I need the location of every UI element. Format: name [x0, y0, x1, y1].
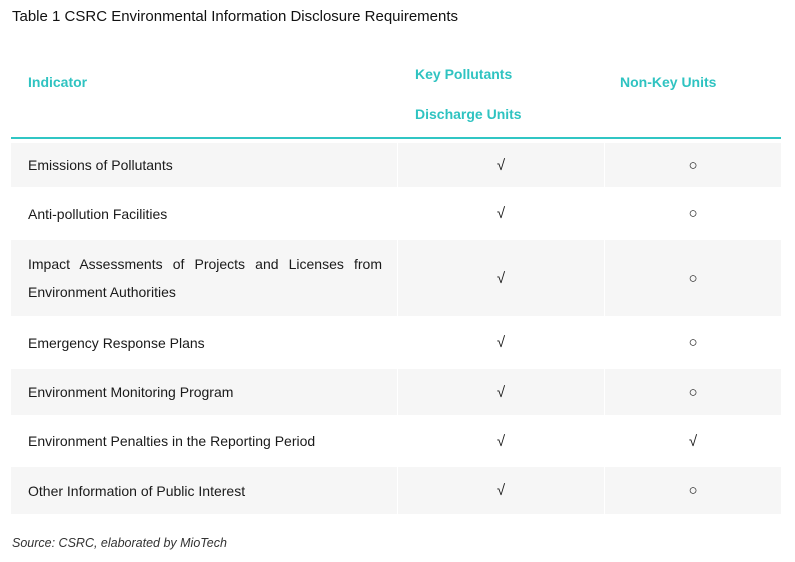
table-row [11, 467, 781, 514]
key-check-icon: √ [496, 334, 506, 351]
table-row [11, 190, 781, 237]
header-key-line1: Key Pollutants [415, 66, 513, 82]
key-check-icon: √ [496, 432, 506, 450]
nonkey-check-icon: √ [688, 432, 698, 450]
table-row [11, 369, 781, 415]
nonkey-circle-icon: ○ [605, 467, 781, 514]
table-row [11, 143, 781, 187]
nonkey-circle-icon: ○ [688, 334, 698, 351]
key-check-icon: √ [398, 467, 604, 514]
key-check-icon: √ [398, 240, 604, 316]
nonkey-circle-icon: ○ [605, 369, 781, 415]
key-check-icon: √ [496, 205, 506, 222]
row-indicator: Emergency Response Plans [28, 334, 205, 351]
header-indicator: Indicator [28, 74, 88, 90]
row-indicator: Environment Monitoring Program [11, 369, 397, 415]
table-row [11, 240, 781, 316]
table-title: Table 1 CSRC Environmental Information Disclosure Requirements [12, 8, 459, 25]
key-check-icon: √ [398, 369, 604, 415]
row-indicator: Impact Assessments of Projects and Licenses from Environment Authorities [11, 240, 397, 316]
row-indicator: Emissions of Pollutants [11, 143, 397, 187]
header-key-line2: Discharge Units [415, 106, 522, 122]
nonkey-circle-icon: ○ [605, 240, 781, 316]
source-note: Source: CSRC, elaborated by MioTech [12, 536, 227, 550]
table-header [11, 42, 781, 139]
row-indicator: Anti-pollution Facilities [28, 205, 168, 222]
table-row [11, 319, 781, 366]
row-indicator: Other Information of Public Interest [11, 467, 397, 514]
header-key-pollutants [415, 54, 522, 134]
disclosure-table [11, 42, 781, 514]
nonkey-circle-icon: ○ [605, 143, 781, 187]
nonkey-circle-icon: ○ [688, 205, 698, 222]
header-non-key-units: Non-Key Units [620, 74, 717, 90]
table-row [11, 418, 781, 464]
key-check-icon: √ [398, 143, 604, 187]
row-indicator: Environment Penalties in the Reporting Period [28, 433, 316, 449]
